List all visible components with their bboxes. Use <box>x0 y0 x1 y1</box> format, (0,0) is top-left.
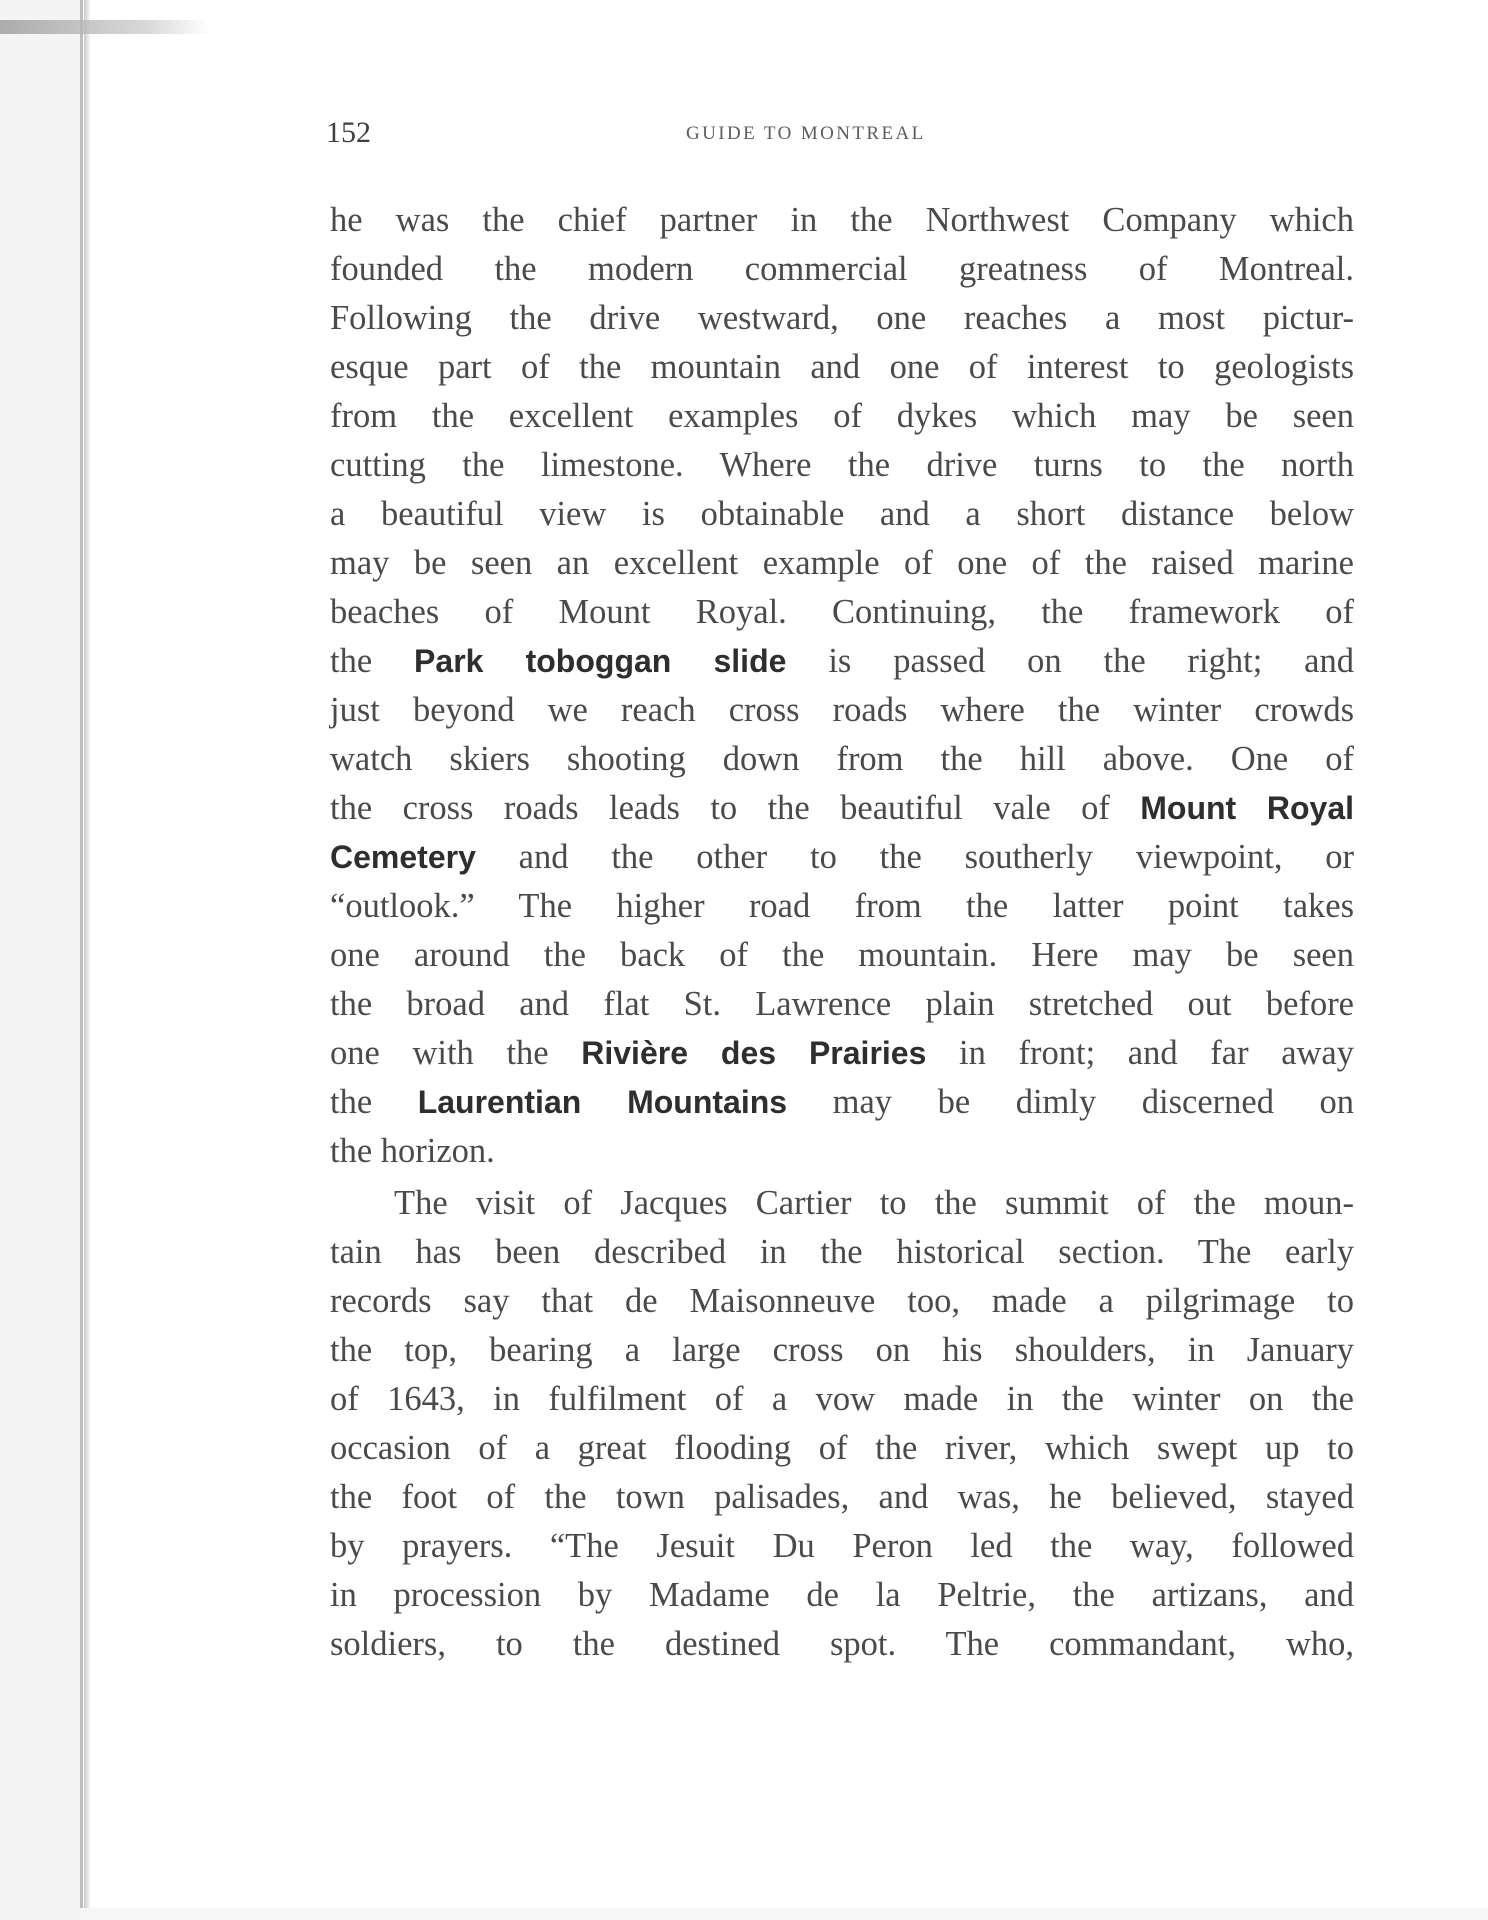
text-run: “outlook.” The higher road from the latter point takes <box>330 887 1354 925</box>
page-edge-shadow <box>80 0 83 1920</box>
text-run: may be seen an excellent example of one of the raised marine <box>330 544 1354 582</box>
text-line <box>330 784 1354 833</box>
text-run: is passed on the right; and <box>786 642 1354 680</box>
text-line <box>330 1620 1354 1669</box>
bold-place-name: Park toboggan slide <box>414 643 787 679</box>
text-line <box>330 392 1354 441</box>
page-header <box>326 116 1354 156</box>
text-line <box>330 1473 1354 1522</box>
text-line <box>330 490 1354 539</box>
text-run: just beyond we reach cross roads where the winter crowds <box>330 691 1354 729</box>
text-run: the cross roads leads to the beautiful vale of <box>330 789 1141 827</box>
text-run: from the excellent examples of dykes which may be seen <box>330 397 1354 435</box>
text-run: of 1643, in fulfilment of a vow made in the winter on the <box>330 1380 1354 1418</box>
text-line <box>330 1277 1354 1326</box>
text-run: the <box>330 642 415 680</box>
text-line <box>330 1424 1354 1473</box>
bold-place-name: Laurentian Mountains <box>417 1084 788 1120</box>
text-line <box>330 882 1354 931</box>
text-line <box>330 1078 1354 1127</box>
text-run: soldiers, to the destined spot. The commandant, who, <box>330 1625 1354 1663</box>
text-line <box>330 1228 1354 1277</box>
text-run: the top, bearing a large cross on his shoulders, in January <box>330 1331 1354 1369</box>
body-text <box>330 196 1354 1669</box>
text-line <box>330 343 1354 392</box>
text-line <box>330 1326 1354 1375</box>
text-line <box>330 1127 1354 1176</box>
text-run: esque part of the mountain and one of interest to geologists <box>330 348 1354 386</box>
scan-bottom-edge <box>80 1908 1488 1920</box>
text-run: tain has been described in the historical section. The early <box>330 1233 1354 1271</box>
text-line <box>330 1029 1354 1078</box>
text-run: cutting the limestone. Where the drive turns to the north <box>330 446 1354 484</box>
text-run: a beautiful view is obtainable and a short distance below <box>330 495 1354 533</box>
text-run: one with the <box>330 1034 582 1072</box>
text-line <box>330 735 1354 784</box>
text-line <box>330 931 1354 980</box>
text-line <box>330 833 1354 882</box>
text-line <box>330 980 1354 1029</box>
text-line <box>330 196 1354 245</box>
text-run: by prayers. “The Jesuit Du Peron led the way, followed <box>330 1527 1354 1565</box>
bold-place-name: Cemetery <box>330 839 476 875</box>
text-run: the foot of the town palisades, and was, he believed, stayed <box>330 1478 1354 1516</box>
text-line <box>330 245 1354 294</box>
page-edge <box>84 0 90 1920</box>
text-run: the horizon. <box>330 1132 495 1170</box>
scan-margin <box>0 0 80 1920</box>
text-line <box>330 539 1354 588</box>
text-run: founded the modern commercial greatness of Montreal. <box>330 250 1354 288</box>
scan-smudge <box>0 20 210 34</box>
text-line <box>330 441 1354 490</box>
text-run: in procession by Madame de la Peltrie, the artizans, and <box>330 1576 1354 1614</box>
text-line <box>330 1375 1354 1424</box>
text-line <box>330 588 1354 637</box>
text-line <box>330 686 1354 735</box>
bold-place-name: Rivière des Prairies <box>581 1035 927 1071</box>
text-run: beaches of Mount Royal. Continuing, the framework of <box>330 593 1354 631</box>
text-run: the broad and flat St. Lawrence plain stretched out before <box>330 985 1354 1023</box>
text-run: he was the chief partner in the Northwest Company which <box>330 201 1354 239</box>
text-line <box>330 1179 1354 1228</box>
page-number: 152 <box>326 116 371 149</box>
text-run: The visit of Jacques Cartier to the summit of the moun- <box>394 1184 1354 1222</box>
text-line <box>330 1522 1354 1571</box>
text-line <box>330 637 1354 686</box>
running-head: GUIDE TO MONTREAL <box>686 123 926 144</box>
text-run: the <box>330 1083 418 1121</box>
text-line <box>330 294 1354 343</box>
text-run: records say that de Maisonneuve too, made a pilgrimage to <box>330 1282 1354 1320</box>
text-run: occasion of a great flooding of the river, which swept up to <box>330 1429 1354 1467</box>
text-run: watch skiers shooting down from the hill above. One of <box>330 740 1354 778</box>
text-run: in front; and far away <box>926 1034 1354 1072</box>
text-run: one around the back of the mountain. Here may be seen <box>330 936 1354 974</box>
text-line <box>330 1571 1354 1620</box>
text-run: may be dimly discerned on <box>787 1083 1355 1121</box>
text-run: and the other to the southerly viewpoint, or <box>475 838 1354 876</box>
text-run: Following the drive westward, one reaches a most pictur- <box>330 299 1354 337</box>
bold-place-name: Mount Royal <box>1140 790 1355 826</box>
